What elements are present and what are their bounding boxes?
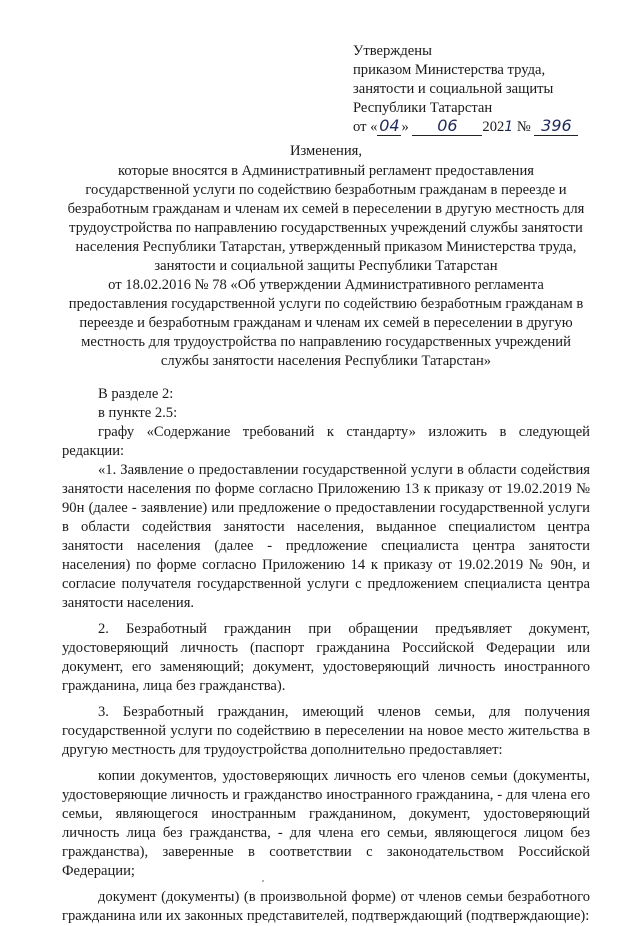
paragraph-copies: копии документов, удостоверяющих личность его членов семьи (документы, удостоверяющие личность и гражданство иностранного гражданина, - для члена его семьи, являющегося иностранным гражданином, документ, удостоверяющий личность лица без гражданства, - для члена его семьи, являющегося лицом без гражданства), заверенные в соответствии с законодательством Российской Федерации; xyxy=(62,768,590,879)
title-line: которые вносятся в Административный регламент предоставления xyxy=(118,163,534,179)
document-body xyxy=(62,385,590,926)
title-line: от 18.02.2016 № 78 «Об утверждении Административного регламента xyxy=(108,277,544,293)
title-line: безработным гражданам и членам их семей в переселении в другую местность для xyxy=(67,201,585,217)
title-line: государственной услуги по содействию безработным гражданам в переезде и xyxy=(85,182,567,198)
title-line: трудоустройства по направлению государственных учреждений службы занятости xyxy=(69,220,583,236)
number-sign: № xyxy=(516,119,531,135)
paragraph-section: В разделе 2: xyxy=(98,386,174,402)
approval-line-approved: Утверждены xyxy=(353,43,432,59)
date-day-handwritten: 04 xyxy=(379,116,400,135)
date-month-handwritten: 06 xyxy=(437,116,458,135)
date-prefix: от « xyxy=(353,119,378,135)
title-line: занятости и социальной защиты Республики Татарстан xyxy=(154,258,498,274)
document-title xyxy=(62,142,590,371)
title-line: местность для трудоустройства по направлению государственных учреждений xyxy=(81,334,571,350)
date-year-prefix: 202 xyxy=(482,119,505,135)
approval-stamp-block xyxy=(353,42,613,137)
paragraph-documents: документ (документы) (в произвольной форме) от членов семьи безработного гражданина или их законных представителей, подтверждающий (подтверждающие): xyxy=(62,889,590,924)
date-year-handwritten: 1 xyxy=(504,119,514,135)
approval-line-ministry: занятости и социальной защиты xyxy=(353,81,554,97)
approval-date-line xyxy=(353,118,613,137)
order-number-blank xyxy=(534,118,578,136)
paragraph-item-1: «1. Заявление о предоставлении государственной услуги в области содействия занятости населения по форме согласно Приложению 13 к приказу от 19.02.2019 № 90н (далее - заявление) или предложение о предоставлении государственной услуги в области содействия занятости населения, выданное специалистом центра занятости населения (далее - предложение специалиста центра занятости населения) по форме согласно Приложению 14 к приказу от 19.02.2019 № 90н, и согласие получателя государственной услуги с предложением специалиста центра занятости населения. xyxy=(62,462,590,611)
approval-line-republic: Республики Татарстан xyxy=(353,100,493,116)
date-month-blank xyxy=(412,118,482,136)
date-day-blank xyxy=(377,118,401,136)
order-number-handwritten: 396 xyxy=(541,116,572,135)
paragraph-item-3: 3. Безработный гражданин, имеющий членов семьи, для получения государственной услуги по содействию в переселении на новое место жительства в другую местность для трудоустройства дополнительно предоставляет: xyxy=(62,704,590,758)
title-line: переезде и безработным гражданам и членам их семей в переселении в другую xyxy=(79,315,573,331)
approval-line-order: приказом Министерства труда, xyxy=(353,62,546,78)
title-line: населения Республики Татарстан, утвержденный приказом Министерства труда, xyxy=(75,239,577,255)
paragraph-clause: в пункте 2.5: xyxy=(98,405,178,421)
title-line: предоставления государственной услуги по содействию безработным гражданам в xyxy=(68,296,584,312)
paragraph-item-2: 2. Безработный гражданин при обращении предъявляет документ, удостоверяющий личность (паспорт гражданина Российской Федерации или документ, его заменяющий; документ, удостоверяющий личность иностранного гражданина, лица без гражданства). xyxy=(62,621,590,694)
date-quote-close: » xyxy=(401,119,409,135)
title-line: службы занятости населения Республики Татарстан» xyxy=(160,353,492,369)
title-heading: Изменения, xyxy=(289,143,363,159)
paragraph-column-change: графу «Содержание требований к стандарту» изложить в следующей редакции: xyxy=(62,424,590,459)
scan-speck xyxy=(262,880,264,882)
